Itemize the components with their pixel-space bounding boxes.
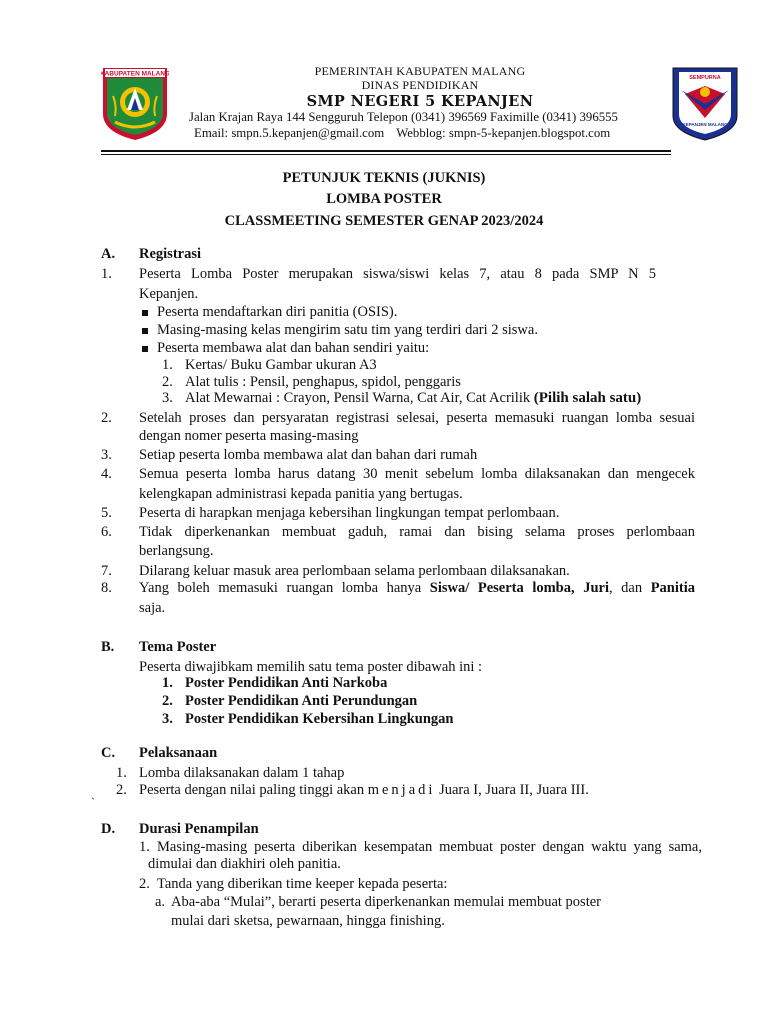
a-bullet-3: Peserta membawa alat dan bahan sendiri yaitu:: [157, 340, 430, 356]
a-item2-line1: Setelah proses dan persyaratan registrasi selesai, peserta memasuki ruangan lomba sesuai: [139, 410, 695, 426]
d-sub-a-label: a.: [155, 894, 166, 910]
d-sub-a-line2: mulai dari sketsa, pewarnaan, hingga finishing.: [171, 913, 445, 929]
a-item2-line2: dengan nomer peserta masing-masing: [139, 428, 359, 444]
doc-title-line2: LOMBA POSTER: [326, 191, 442, 207]
a-item8-line2: saja.: [139, 600, 166, 616]
a-item4-line1: Semua peserta lomba harus datang 30 menit sebelum lomba dilaksanakan dan mengecek: [139, 466, 695, 482]
a-item3-num: 3.: [101, 447, 112, 463]
b-intro: Peserta diwajibkam memilih satu tema poster dibawah ini :: [139, 659, 483, 675]
a-sub1-num: 1.: [162, 357, 173, 373]
a-sub2-num: 2.: [162, 374, 173, 390]
letterhead-government: PEMERINTAH KABUPATEN MALANG: [314, 64, 526, 78]
letterhead-rule-thick: [101, 150, 671, 152]
b-theme3-num: 3.: [162, 711, 173, 727]
letterhead-email: [194, 126, 610, 141]
a-item4-num: 4.: [101, 466, 112, 482]
section-a-letter: A.: [101, 246, 116, 262]
d-item2-text: Tanda yang diberikan time keeper kepada peserta:: [157, 876, 448, 892]
a-sub1-text: Kertas/ Buku Gambar ukuran A3: [185, 357, 377, 373]
a-item1-num: 1.: [101, 266, 112, 282]
letterhead-rule-thin: [101, 154, 671, 155]
section-a-heading: Registrasi: [139, 246, 202, 262]
kabupaten-malang-logo: [101, 66, 169, 142]
doc-title-line3: CLASSMEETING SEMESTER GENAP 2023/2024: [224, 213, 544, 229]
letterhead-school-name: SMP NEGERI 5 KEPANJEN: [306, 93, 534, 110]
bullet-icon: [142, 346, 148, 352]
b-theme1-num: 1.: [162, 675, 173, 691]
a-item4-line2: kelengkapan administrasi kepada panitia yang bertugas.: [139, 486, 463, 502]
section-b-heading: Tema Poster: [139, 639, 217, 655]
a-item5-text: Peserta di harapkan menjaga kebersihan lingkungan tempat perlombaan.: [139, 505, 560, 521]
a-sub3-text: Alat Mewarnai : Crayon, Pensil Warna, Cat Air, Cat Acrilik (Pilih salah satu): [185, 390, 642, 406]
a-item6-line1: Tidak diperkenankan membuat gaduh, ramai dan bising selama proses perlombaan: [139, 524, 695, 540]
bullet-icon: [142, 310, 148, 316]
c-item2-text: Peserta dengan nilai paling tinggi akan menjadi Juara I, Juara II, Juara III.: [139, 782, 589, 798]
a-sub2-text: Alat tulis : Pensil, penghapus, spidol, penggaris: [185, 374, 461, 390]
d-item1-line1: Masing-masing peserta diberikan kesempatan membuat poster dengan waktu yang sama,: [157, 839, 702, 855]
a-item1-line2: Kepanjen.: [139, 286, 199, 302]
svg-text:KABUPATEN MALANG: KABUPATEN MALANG: [101, 70, 169, 78]
letterhead-department: DINAS PENDIDIKAN: [361, 78, 479, 92]
bullet-icon: [142, 328, 148, 334]
section-b-letter: B.: [101, 639, 115, 655]
stray-mark: `: [91, 795, 95, 809]
a-sub3-num: 3.: [162, 390, 173, 406]
c-item1-num: 1.: [116, 765, 127, 781]
section-c-heading: Pelaksanaan: [139, 745, 218, 761]
a-item1-line1: Peserta Lomba Poster merupakan siswa/siswi kelas 7, atau 8 pada SMP N 5: [139, 266, 656, 282]
a-item8-num: 8.: [101, 580, 112, 596]
c-item2-num: 2.: [116, 782, 127, 798]
d-item1-line2: dimulai dan diakhiri oleh panitia.: [148, 856, 341, 872]
section-d-letter: D.: [101, 821, 116, 837]
a-item2-num: 2.: [101, 410, 112, 426]
section-d-heading: Durasi Penampilan: [139, 821, 259, 837]
a-item3-text: Setiap peserta lomba membawa alat dan bahan dari rumah: [139, 447, 478, 463]
letterhead-address: Jalan Krajan Raya 144 Sengguruh Telepon (0341) 396569 Faximille (0341) 396555: [189, 110, 618, 124]
b-theme1-text: Poster Pendidikan Anti Narkoba: [185, 675, 388, 691]
blog-text: Webblog: smpn-5-kepanjen.blogspot.com: [396, 126, 611, 140]
a-item6-num: 6.: [101, 524, 112, 540]
a-item6-line2: berlangsung.: [139, 543, 214, 559]
a-bullet-1: Peserta mendaftarkan diri panitia (OSIS).: [157, 304, 398, 320]
a-item8-line1: Yang boleh memasuki ruangan lomba hanya Siswa/ Peserta lomba, Juri, dan Panitia: [139, 580, 696, 596]
c-item1-text: Lomba dilaksanakan dalam 1 tahap: [139, 765, 345, 781]
svg-text:SEMPURNA: SEMPURNA: [689, 75, 721, 81]
d-item2-num: 2.: [139, 876, 150, 892]
doc-title-line1: PETUNJUK TEKNIS (JUKNIS): [282, 170, 486, 186]
section-c-letter: C.: [101, 745, 116, 761]
a-item7-text: Dilarang keluar masuk area perlombaan selama perlombaan dilaksanakan.: [139, 563, 570, 579]
b-theme2-text: Poster Pendidikan Anti Perundungan: [185, 693, 418, 709]
a-bullet-2: Masing-masing kelas mengirim satu tim yang terdiri dari 2 siswa.: [157, 322, 538, 338]
b-theme2-num: 2.: [162, 693, 173, 709]
d-item1-num: 1.: [139, 839, 150, 855]
a-item7-num: 7.: [101, 563, 112, 579]
d-sub-a-line1: Aba-aba “Mulai”, berarti peserta diperkenankan memulai membuat poster: [171, 894, 601, 910]
email-text: Email: smpn.5.kepanjen@gmail.com: [194, 126, 385, 140]
school-logo: [671, 66, 739, 142]
a-item5-num: 5.: [101, 505, 112, 521]
svg-text:KEPANJEN MALANG: KEPANJEN MALANG: [682, 122, 728, 127]
b-theme3-text: Poster Pendidikan Kebersihan Lingkungan: [185, 711, 454, 727]
